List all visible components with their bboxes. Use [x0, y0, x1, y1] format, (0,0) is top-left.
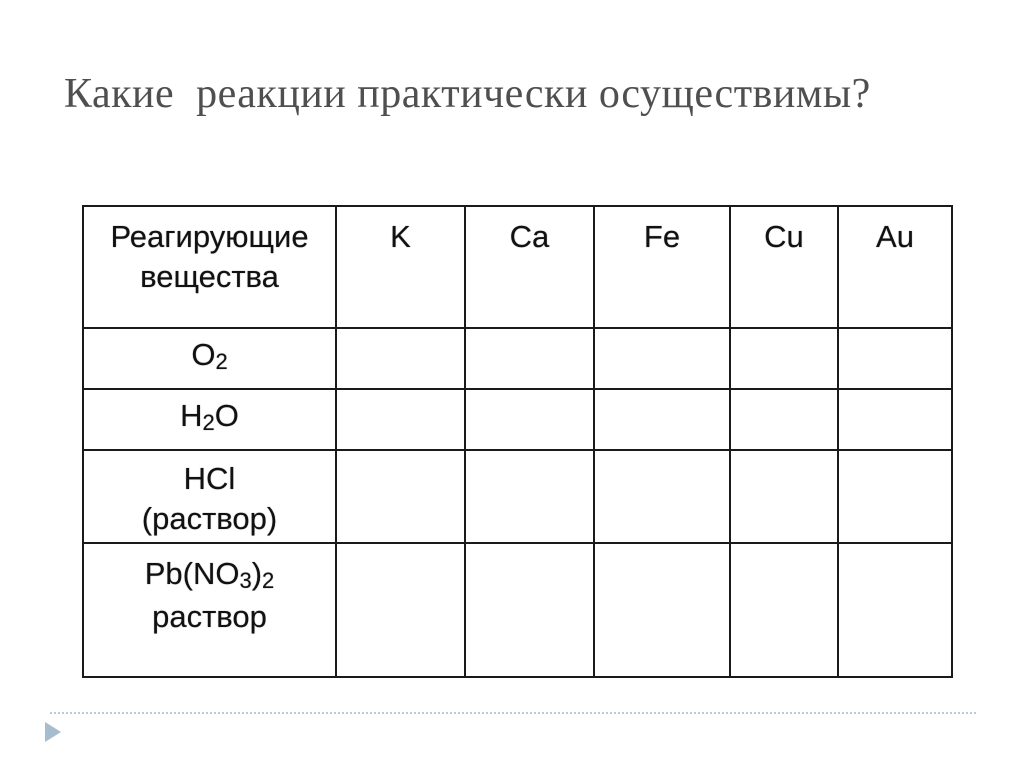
table-row — [83, 389, 952, 450]
reagent-part: O — [191, 337, 216, 372]
result-cell[interactable] — [336, 450, 465, 543]
table-row — [83, 450, 952, 543]
reagent-part: H — [180, 398, 203, 433]
reagent-part: O — [214, 398, 239, 433]
reagent-cell-o2 — [83, 328, 336, 389]
reagent-line1: HCl — [183, 461, 236, 496]
table-header-row — [83, 206, 952, 328]
metal-header-au — [838, 206, 952, 328]
reagent-subscript: 2 — [262, 568, 275, 593]
reactions-table — [82, 205, 953, 678]
metal-header-fe — [594, 206, 730, 328]
reagent-part: Pb(NO — [144, 556, 240, 591]
reagent-cell-h2o — [83, 389, 336, 450]
metal-header-k — [336, 206, 465, 328]
metal-label: Ca — [509, 219, 550, 254]
result-cell[interactable] — [465, 389, 594, 450]
result-cell[interactable] — [594, 328, 730, 389]
reagent-subscript: 2 — [202, 410, 215, 435]
table-row — [83, 328, 952, 389]
result-cell[interactable] — [594, 543, 730, 677]
metal-header-ca — [465, 206, 594, 328]
metal-label: K — [390, 219, 411, 254]
result-cell[interactable] — [730, 450, 838, 543]
result-cell[interactable] — [594, 450, 730, 543]
result-cell[interactable] — [465, 450, 594, 543]
result-cell[interactable] — [730, 389, 838, 450]
result-cell[interactable] — [838, 328, 952, 389]
reagent-cell-pbno32 — [83, 543, 336, 677]
metal-label: Au — [876, 219, 914, 254]
reagent-subscript: 2 — [215, 349, 228, 374]
corner-header-cell — [83, 206, 336, 328]
result-cell[interactable] — [336, 389, 465, 450]
result-cell[interactable] — [594, 389, 730, 450]
footer-divider — [50, 712, 976, 714]
reagent-subscript: 3 — [239, 568, 252, 593]
triangle-right-icon — [45, 722, 61, 742]
result-cell[interactable] — [838, 543, 952, 677]
metal-label: Cu — [764, 219, 804, 254]
result-cell[interactable] — [465, 543, 594, 677]
metal-label: Fe — [643, 219, 681, 254]
reagent-cell-hcl — [83, 450, 336, 543]
metal-header-cu — [730, 206, 838, 328]
result-cell[interactable] — [465, 328, 594, 389]
table-row — [83, 543, 952, 677]
result-cell[interactable] — [730, 543, 838, 677]
corner-header-line1: Реагирующие — [110, 219, 309, 254]
slide-title: Какие реакции практически осуществимы? — [64, 71, 871, 117]
reagent-line2: (раствор) — [141, 501, 278, 536]
result-cell[interactable] — [336, 543, 465, 677]
reagent-line2: раствор — [152, 599, 267, 634]
result-cell[interactable] — [730, 328, 838, 389]
result-cell[interactable] — [838, 389, 952, 450]
corner-header-line2: вещества — [140, 259, 279, 294]
reagent-part: ) — [251, 556, 263, 591]
result-cell[interactable] — [838, 450, 952, 543]
result-cell[interactable] — [336, 328, 465, 389]
